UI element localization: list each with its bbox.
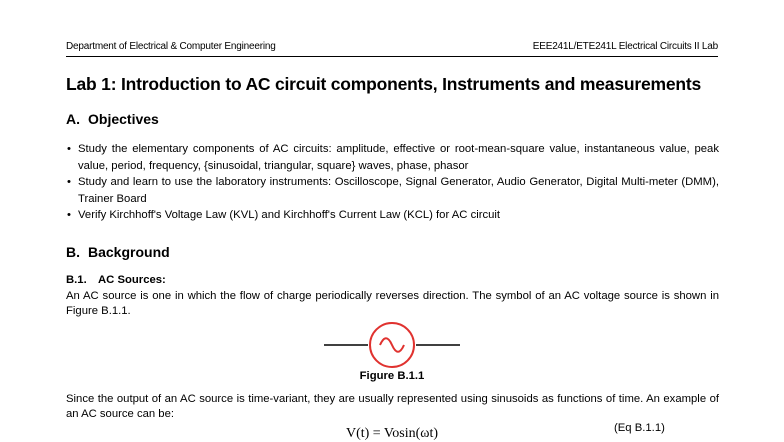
bullet-dot: • [67,209,71,221]
objective-item [66,174,719,207]
equation-label: (Eq B.1.1) [614,422,665,434]
objective-text: Verify Kirchhoff's Voltage Law (KVL) and Kirchhoff's Current Law (KCL) for AC circuit [78,209,501,221]
objectives-list [66,141,719,224]
bullet-dot: • [67,143,71,155]
sine-wave-icon [380,338,404,352]
subsection-b1-title: AC Sources: [98,274,166,286]
section-a-heading [66,111,159,127]
lab-title: Lab 1: Introduction to AC circuit components, Instruments and measurements [66,74,702,94]
ac-source-paragraph: An AC source is one in which the flow of charge periodically reverses direction. The symbol of an AC voltage source is shown in Figure B.1.1. [66,290,719,317]
section-b-number: B. [66,244,80,260]
page-header [66,41,718,55]
bullet-dot: • [67,176,71,188]
subsection-b1-heading [66,274,166,286]
objective-text: Study and learn to use the laboratory instruments: Oscilloscope, Signal Generator, Audio Generator, Digital Multi-meter (DMM), Trainer Board [78,176,719,205]
objective-text: Study the elementary components of AC circuits: amplitude, effective or root-mean-square value, instantaneous value, peak value, period, frequency, {sinusoidal, triangular, square} waves, phase, phasor [78,143,719,172]
section-b-title: Background [88,244,170,260]
objective-item [66,141,719,174]
section-a-number: A. [66,111,80,127]
header-rule [66,56,718,57]
subsection-b1-number: B.1. [66,274,87,286]
section-a-title: Objectives [88,111,159,127]
sinusoid-paragraph: Since the output of an AC source is time-variant, they are usually represented using sinusoids as functions of time. An example of an AC source can be: [66,393,719,420]
figure-caption: Figure B.1.1 [359,370,425,382]
objective-item [66,207,719,224]
ac-voltage-source-symbol [324,318,460,372]
header-course: EEE241L/ETE241L Electrical Circuits II Lab [532,41,718,52]
equation: V(t) = Vosin(ωt) [345,426,439,441]
header-department: Department of Electrical & Computer Engineering [66,41,276,52]
section-b-heading [66,244,170,260]
